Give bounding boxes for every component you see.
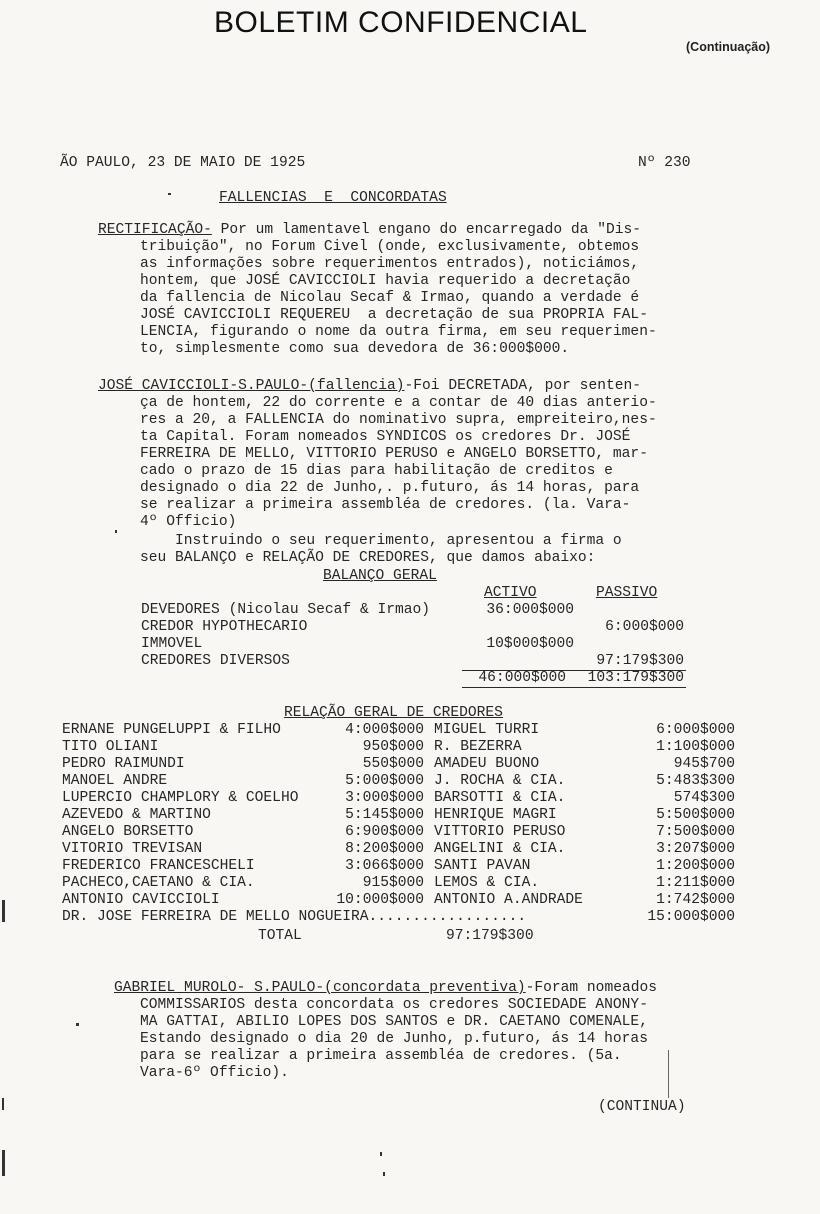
creditor-name: ANTONIO CAVICCIOLI [62,892,220,908]
balanco-label: IMMOVEL [141,636,203,652]
cavaccioli-line: FERREIRA DE MELLO, VITTORIO PERUSO e ANGELO BORSETTO, mar- [140,446,648,462]
balanco-total-activo: 46:000$000 [478,670,566,686]
balanco-passivo: 6:000$000 [605,619,684,635]
creditor-amount: 945$700 [673,756,735,772]
murolo-line: COMMISSARIOS desta concordata os credores SOCIEDADE ANONY- [140,997,648,1013]
balanco-label: CREDORES DIVERSOS [141,653,290,669]
rectificacao-paragraph [98,222,641,239]
creditor-amount: 6:000$000 [656,722,735,738]
bulletin-title: BOLETIM CONFIDENCIAL [214,6,588,39]
creditor-name: SANTI PAVAN [434,858,531,874]
cavaccioli-label: JOSÉ CAVICCIOLI-S.PAULO-(fallencia) [98,378,405,394]
murolo-line: MA GATTAI, ABILIO LOPES DOS SANTOS e DR. CAETANO COMENALE, [140,1014,648,1030]
creditor-name: MANOEL ANDRE [62,773,168,789]
creditor-amount: 915$000 [362,875,424,891]
scan-mark [383,1172,385,1176]
relacao-title: RELAÇÃO GERAL DE CREDORES [284,705,503,721]
continua-label: (CONTINUA) [598,1099,686,1115]
creditor-name: PACHECO,CAETANO & CIA. [62,875,255,891]
section-title: FALLENCIAS E CONCORDATAS [219,190,447,206]
rectificacao-line: hontem, que JOSÉ CAVICCIOLI havia requerido a decretação [140,273,631,289]
creditor-name: LUPERCIO CHAMPLORY & COELHO [62,790,299,806]
creditor-name: VITORIO TREVISAN [62,841,203,857]
creditor-name: ANGELO BORSETTO [62,824,194,840]
rectificacao-line: to, simplesmente como sua devedora de 36:000$000. [140,341,570,357]
cavaccioli-line: Instruindo o seu requerimento, apresentou a firma o [140,533,622,549]
cavaccioli-line: cado o prazo de 15 dias para habilitação de creditos e [140,463,613,479]
cavaccioli-line: ta Capital. Foram nomeados SYNDICOS os credores Dr. JOSÉ [140,429,631,445]
cavaccioli-line: se realizar a primeira assembléa de credores. (la. Vara- [140,497,631,513]
creditor-name: ERNANE PUNGELUPPI & FILHO [62,722,281,738]
creditor-name-last: DR. JOSE FERREIRA DE MELLO NOGUEIRA.................. [62,909,527,925]
creditor-amount: 950$000 [362,739,424,755]
creditor-name: FREDERICO FRANCESCHELI [62,858,255,874]
creditor-name: MIGUEL TURRI [434,722,540,738]
balanco-label: CREDOR HYPOTHECARIO [141,619,308,635]
rectificacao-line: da fallencia de Nicolau Secaf & Irmao, quando a verdade é [140,290,640,306]
creditor-name: ANGELINI & CIA. [434,841,566,857]
murolo-line: Vara-6º Officio). [140,1065,289,1081]
creditor-amount: 550$000 [362,756,424,772]
scan-mark [2,900,5,922]
murolo-line: -Foram nomeados [525,980,657,996]
creditor-amount: 5:500$000 [656,807,735,823]
murolo-label: GABRIEL MUROLO- S.PAULO-(concordata preventiva) [114,980,526,996]
creditor-amount: 10:000$000 [336,892,424,908]
balanco-total-passivo: 103:179$300 [587,670,684,686]
scan-mark [2,1098,4,1110]
creditor-name: R. BEZERRA [434,739,522,755]
rectificacao-line: LENCIA, figurando o nome da outra firma, em seu requerimen- [140,324,657,340]
creditor-name: PEDRO RAIMUNDI [62,756,185,772]
cavaccioli-line: designado o dia 22 de Junho,. p.futuro, ás 14 horas, para [140,480,640,496]
balanco-passivo: 97:179$300 [596,653,684,669]
creditor-amount: 1:200$000 [656,858,735,874]
cavaccioli-line: seu BALANÇO e RELAÇÃO DE CREDORES, que damos abaixo: [140,550,596,566]
balanco-title: BALANÇO GERAL [323,568,437,584]
rectificacao-line: JOSÉ CAVICCIOLI REQUEREU a decretação de sua PROPRIA FAL- [140,307,648,323]
cavaccioli-line: 4º Officio) [140,514,237,530]
creditor-amount: 5:483$300 [656,773,735,789]
cavaccioli-line: res a 20, a FALLENCIA do nominativo supra, empreiteiro,nes- [140,412,657,428]
creditor-name: TITO OLIANI [62,739,159,755]
scan-mark [2,1150,5,1176]
continuation-label: (Continuação) [686,40,771,54]
scan-mark [380,1152,382,1156]
creditor-amount: 1:742$000 [656,892,735,908]
cavaccioli-line: -Foi DECRETADA, por senten- [404,378,641,394]
rectificacao-line: as informações sobre requerimentos entrados), noticiámos, [140,256,640,272]
creditor-name: AMADEU BUONO [434,756,540,772]
creditor-name: J. ROCHA & CIA. [434,773,566,789]
scan-mark [115,530,117,533]
balanco-activo: 36:000$000 [486,602,574,618]
murolo-line: para se realizar a primeira assembléa de credores. (5a. [140,1048,622,1064]
creditor-name: HENRIQUE MAGRI [434,807,557,823]
creditor-amount: 5:145$000 [345,807,424,823]
creditor-amount: 8:200$000 [345,841,424,857]
cavaccioli-line: ça de hontem, 22 do corrente e a contar de 40 dias anterio- [140,395,657,411]
scan-mark [168,193,171,195]
creditor-amount: 3:207$000 [656,841,735,857]
creditor-name: VITTORIO PERUSO [434,824,566,840]
col-activo: ACTIVO [484,585,537,601]
relacao-total-label: TOTAL [258,928,302,944]
creditor-amount-last: 15:000$000 [647,909,735,925]
scan-mark [76,1023,79,1026]
balanco-label: DEVEDORES (Nicolau Secaf & Irmao) [141,602,431,618]
rectificacao-line: Por um lamentavel engano do encarregado da "Dis- [211,222,641,238]
murolo-line: Estando designado o dia 20 de Junho, p.futuro, ás 14 horas [140,1031,648,1047]
creditor-amount: 574$300 [673,790,735,806]
creditor-name: BARSOTTI & CIA. [434,790,566,806]
creditor-amount: 1:211$000 [656,875,735,891]
creditor-amount: 1:100$000 [656,739,735,755]
dateline: ÃO PAULO, 23 DE MAIO DE 1925 [60,155,306,171]
creditor-amount: 6:900$000 [345,824,424,840]
col-passivo: PASSIVO [596,585,658,601]
creditor-name: ANTONIO A.ANDRADE [434,892,583,908]
murolo-paragraph [114,980,657,997]
cavaccioli-paragraph [98,378,641,395]
balanco-activo: 10$000$000 [486,636,574,652]
creditor-amount: 5:000$000 [345,773,424,789]
scan-mark [668,1050,669,1098]
creditor-amount: 4:000$000 [345,722,424,738]
creditor-name: LEMOS & CIA. [434,875,540,891]
creditor-name: AZEVEDO & MARTINO [62,807,211,823]
creditor-amount: 3:000$000 [345,790,424,806]
creditor-amount: 3:066$000 [345,858,424,874]
balanco-total-rule [462,687,686,688]
rectificacao-line: tribuição", no Forum Civel (onde, exclusivamente, obtemos [140,239,640,255]
relacao-total-value: 97:179$300 [446,928,534,944]
bulletin-number: Nº 230 [638,155,691,171]
creditor-amount: 7:500$000 [656,824,735,840]
rectificacao-label: RECTIFICAÇÃO- [98,222,212,238]
